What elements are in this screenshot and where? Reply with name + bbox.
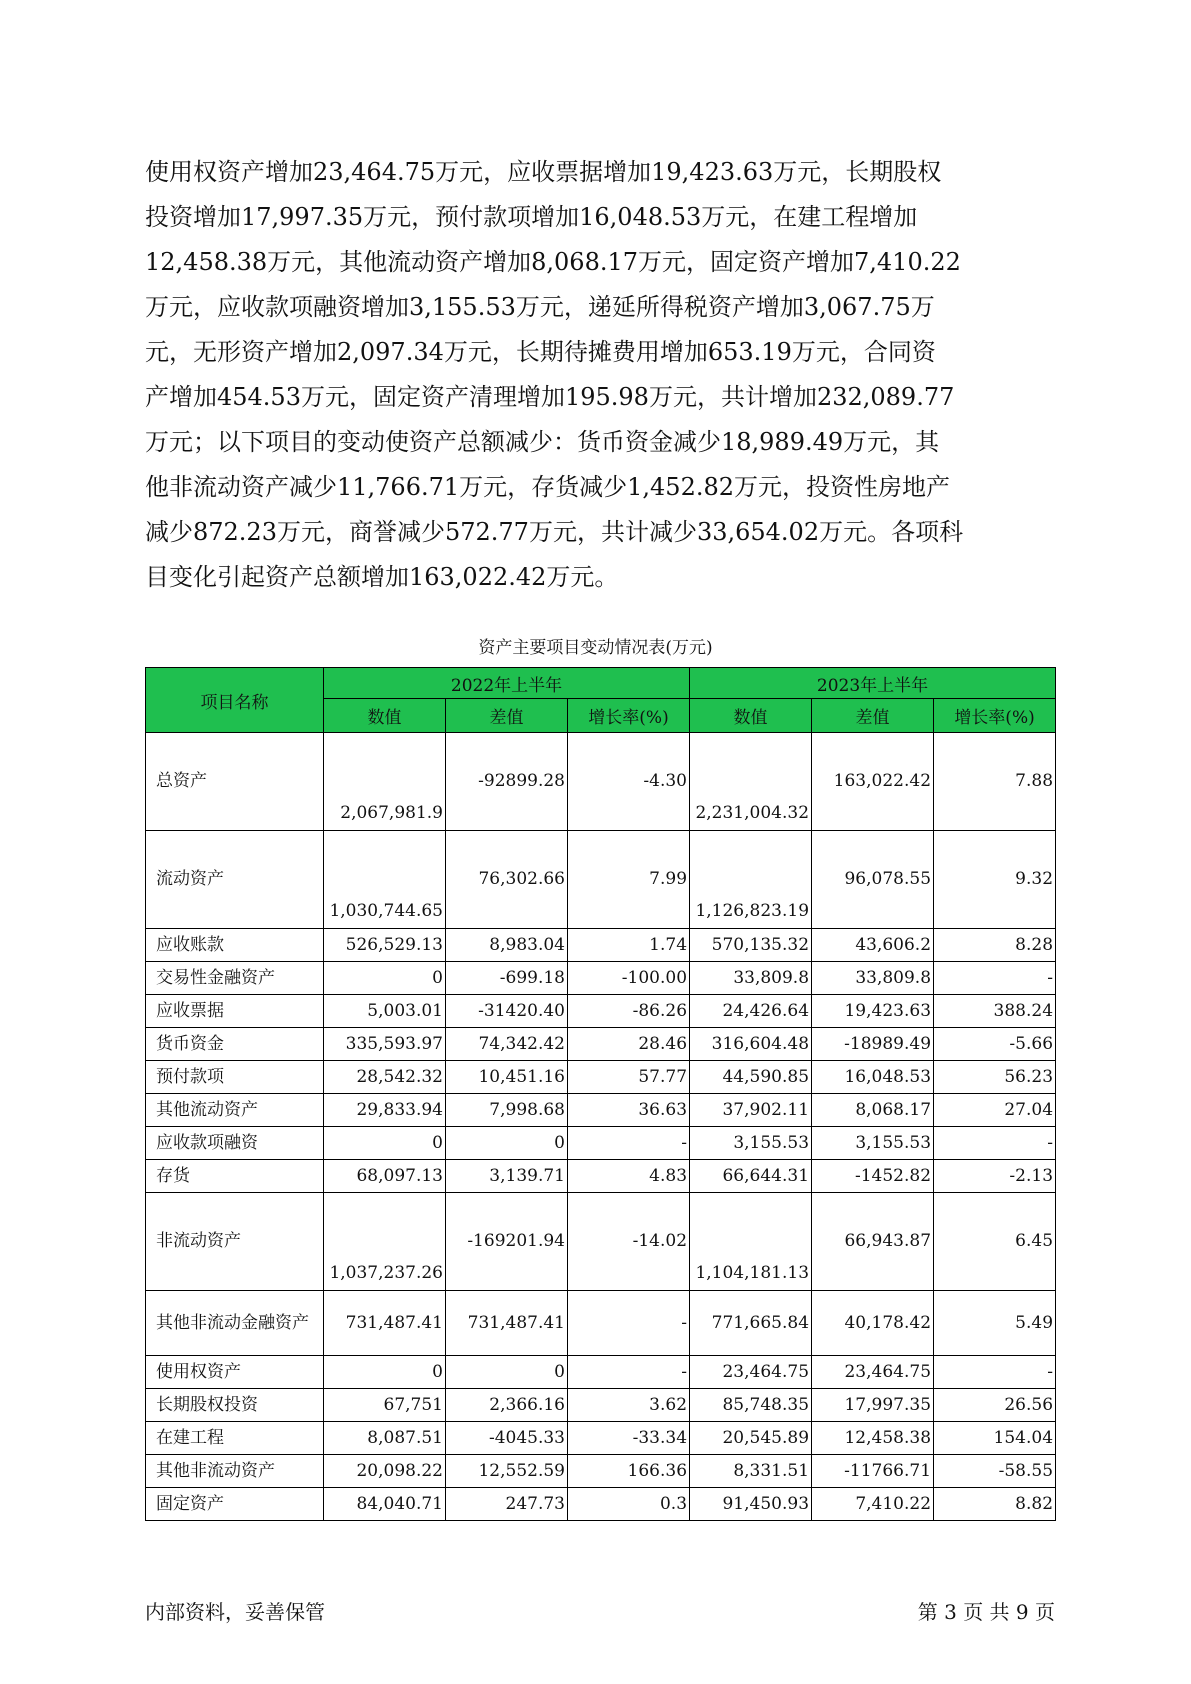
row-item-name: 预付款项 — [146, 1061, 324, 1094]
cell-value-2022: 1,037,237.26 — [324, 1193, 446, 1291]
cell-value-2022: 1,030,744.65 — [324, 831, 446, 929]
cell-value-2022: 335,593.97 — [324, 1028, 446, 1061]
cell-value-2022: 84,040.71 — [324, 1488, 446, 1521]
body-paragraph — [145, 150, 1045, 600]
cell-diff-2023: 3,155.53 — [812, 1127, 934, 1160]
cell-diff-2023: 23,464.75 — [812, 1356, 934, 1389]
cell-growth-2023: 8.28 — [934, 929, 1056, 962]
cell-diff-2022: 731,487.41 — [446, 1291, 568, 1356]
cell-value-2023: 771,665.84 — [690, 1291, 812, 1356]
row-item-name: 其他流动资产 — [146, 1094, 324, 1127]
cell-growth-2022: - — [568, 1127, 690, 1160]
paragraph-line: 投资增加17,997.35万元，预付款项增加16,048.53万元，在建工程增加 — [145, 203, 918, 231]
row-item-name: 存货 — [146, 1160, 324, 1193]
cell-diff-2022: -699.18 — [446, 962, 568, 995]
cell-growth-2022: 7.99 — [568, 831, 690, 929]
row-item-name: 总资产 — [146, 733, 324, 831]
cell-growth-2023: - — [934, 1127, 1056, 1160]
cell-diff-2023: -11766.71 — [812, 1455, 934, 1488]
cell-growth-2023: - — [934, 962, 1056, 995]
cell-value-2022: 526,529.13 — [324, 929, 446, 962]
table-row — [146, 1422, 1056, 1455]
cell-diff-2022: -92899.28 — [446, 733, 568, 831]
cell-diff-2022: 3,139.71 — [446, 1160, 568, 1193]
cell-value-2022: 0 — [324, 962, 446, 995]
cell-growth-2022: 28.46 — [568, 1028, 690, 1061]
paragraph-line: 元，无形资产增加2,097.34万元，长期待摊费用增加653.19万元，合同资 — [145, 338, 936, 366]
cell-diff-2023: -18989.49 — [812, 1028, 934, 1061]
paragraph-line: 万元；以下项目的变动使资产总额减少：货币资金减少18,989.49万元，其 — [145, 428, 940, 456]
cell-value-2023: 2,231,004.32 — [690, 733, 812, 831]
cell-diff-2022: 8,983.04 — [446, 929, 568, 962]
cell-value-2022: 20,098.22 — [324, 1455, 446, 1488]
table-row — [146, 1291, 1056, 1356]
cell-growth-2023: 9.32 — [934, 831, 1056, 929]
cell-diff-2022: 0 — [446, 1356, 568, 1389]
footer-confidential-note: 内部资料，妥善保管 — [145, 1600, 325, 1624]
cell-value-2022: 5,003.01 — [324, 995, 446, 1028]
cell-diff-2022: 76,302.66 — [446, 831, 568, 929]
cell-diff-2023: 12,458.38 — [812, 1422, 934, 1455]
cell-growth-2023: 7.88 — [934, 733, 1056, 831]
row-item-name: 应收账款 — [146, 929, 324, 962]
cell-value-2023: 44,590.85 — [690, 1061, 812, 1094]
table-row — [146, 1160, 1056, 1193]
table-row — [146, 1094, 1056, 1127]
cell-value-2023: 1,104,181.13 — [690, 1193, 812, 1291]
paragraph-line: 他非流动资产减少11,766.71万元，存货减少1,452.82万元，投资性房地产 — [145, 473, 951, 501]
cell-value-2022: 0 — [324, 1356, 446, 1389]
cell-growth-2022: 166.36 — [568, 1455, 690, 1488]
table-caption: 资产主要项目变动情况表(万元) — [478, 638, 713, 658]
row-item-name: 长期股权投资 — [146, 1389, 324, 1422]
cell-growth-2022: 3.62 — [568, 1389, 690, 1422]
paragraph-line: 万元，应收款项融资增加3,155.53万元，递延所得税资产增加3,067.75万 — [145, 293, 935, 321]
cell-diff-2022: 12,552.59 — [446, 1455, 568, 1488]
cell-growth-2022: 57.77 — [568, 1061, 690, 1094]
cell-diff-2022: -169201.94 — [446, 1193, 568, 1291]
table-row — [146, 1193, 1056, 1291]
cell-growth-2023: 6.45 — [934, 1193, 1056, 1291]
cell-growth-2023: -5.66 — [934, 1028, 1056, 1061]
cell-growth-2023: 26.56 — [934, 1389, 1056, 1422]
cell-value-2023: 66,644.31 — [690, 1160, 812, 1193]
table-row — [146, 1488, 1056, 1521]
cell-value-2022: 0 — [324, 1127, 446, 1160]
row-item-name: 使用权资产 — [146, 1356, 324, 1389]
header-value-2022: 数值 — [324, 699, 446, 733]
cell-value-2023: 24,426.64 — [690, 995, 812, 1028]
cell-growth-2023: 388.24 — [934, 995, 1056, 1028]
cell-value-2022: 29,833.94 — [324, 1094, 446, 1127]
cell-diff-2023: 163,022.42 — [812, 733, 934, 831]
row-item-name: 非流动资产 — [146, 1193, 324, 1291]
cell-value-2023: 85,748.35 — [690, 1389, 812, 1422]
cell-value-2023: 37,902.11 — [690, 1094, 812, 1127]
header-period-2022: 2022年上半年 — [324, 668, 690, 699]
paragraph-line: 12,458.38万元，其他流动资产增加8,068.17万元，固定资产增加7,410.22 — [145, 248, 961, 276]
cell-value-2023: 316,604.48 — [690, 1028, 812, 1061]
cell-growth-2023: -58.55 — [934, 1455, 1056, 1488]
table-row — [146, 831, 1056, 929]
cell-diff-2023: 17,997.35 — [812, 1389, 934, 1422]
cell-diff-2023: 43,606.2 — [812, 929, 934, 962]
cell-growth-2023: 5.49 — [934, 1291, 1056, 1356]
cell-growth-2022: - — [568, 1291, 690, 1356]
row-item-name: 货币资金 — [146, 1028, 324, 1061]
cell-diff-2022: 2,366.16 — [446, 1389, 568, 1422]
row-item-name: 其他非流动金融资产 — [146, 1291, 324, 1356]
cell-value-2023: 8,331.51 — [690, 1455, 812, 1488]
cell-diff-2023: -1452.82 — [812, 1160, 934, 1193]
header-growth-2023: 增长率(%) — [934, 699, 1056, 733]
cell-diff-2022: 7,998.68 — [446, 1094, 568, 1127]
table-row — [146, 1389, 1056, 1422]
cell-growth-2023: - — [934, 1356, 1056, 1389]
cell-diff-2023: 7,410.22 — [812, 1488, 934, 1521]
cell-growth-2023: 56.23 — [934, 1061, 1056, 1094]
table-row — [146, 929, 1056, 962]
row-item-name: 在建工程 — [146, 1422, 324, 1455]
cell-diff-2023: 96,078.55 — [812, 831, 934, 929]
cell-value-2023: 20,545.89 — [690, 1422, 812, 1455]
cell-growth-2022: 36.63 — [568, 1094, 690, 1127]
cell-value-2022: 28,542.32 — [324, 1061, 446, 1094]
cell-diff-2022: 74,342.42 — [446, 1028, 568, 1061]
header-diff-2022: 差值 — [446, 699, 568, 733]
cell-diff-2022: 0 — [446, 1127, 568, 1160]
table-row — [146, 1061, 1056, 1094]
cell-growth-2023: 154.04 — [934, 1422, 1056, 1455]
cell-value-2022: 731,487.41 — [324, 1291, 446, 1356]
cell-growth-2022: - — [568, 1356, 690, 1389]
cell-diff-2023: 16,048.53 — [812, 1061, 934, 1094]
cell-growth-2023: -2.13 — [934, 1160, 1056, 1193]
table-row — [146, 733, 1056, 831]
cell-value-2022: 67,751 — [324, 1389, 446, 1422]
cell-growth-2023: 8.82 — [934, 1488, 1056, 1521]
cell-value-2022: 8,087.51 — [324, 1422, 446, 1455]
cell-diff-2022: -4045.33 — [446, 1422, 568, 1455]
row-item-name: 其他非流动资产 — [146, 1455, 324, 1488]
header-item-name: 项目名称 — [146, 668, 324, 733]
asset-change-table — [145, 667, 1056, 1521]
paragraph-line: 目变化引起资产总额增加163,022.42万元。 — [145, 563, 619, 591]
row-item-name: 应收款项融资 — [146, 1127, 324, 1160]
cell-diff-2022: -31420.40 — [446, 995, 568, 1028]
cell-diff-2023: 19,423.63 — [812, 995, 934, 1028]
paragraph-line: 产增加454.53万元，固定资产清理增加195.98万元，共计增加232,089.77 — [145, 383, 955, 411]
cell-diff-2023: 66,943.87 — [812, 1193, 934, 1291]
table-body — [146, 733, 1056, 1521]
cell-growth-2022: -33.34 — [568, 1422, 690, 1455]
cell-value-2023: 91,450.93 — [690, 1488, 812, 1521]
row-item-name: 固定资产 — [146, 1488, 324, 1521]
paragraph-line: 减少872.23万元，商誉减少572.77万元，共计减少33,654.02万元。各项科 — [145, 518, 964, 546]
cell-value-2023: 570,135.32 — [690, 929, 812, 962]
cell-value-2022: 68,097.13 — [324, 1160, 446, 1193]
cell-value-2023: 23,464.75 — [690, 1356, 812, 1389]
cell-growth-2022: -86.26 — [568, 995, 690, 1028]
table-row — [146, 995, 1056, 1028]
cell-diff-2023: 33,809.8 — [812, 962, 934, 995]
cell-growth-2022: 0.3 — [568, 1488, 690, 1521]
table-row — [146, 1028, 1056, 1061]
table-row — [146, 1455, 1056, 1488]
row-item-name: 交易性金融资产 — [146, 962, 324, 995]
cell-diff-2022: 10,451.16 — [446, 1061, 568, 1094]
cell-growth-2022: -14.02 — [568, 1193, 690, 1291]
row-item-name: 应收票据 — [146, 995, 324, 1028]
table-row — [146, 1356, 1056, 1389]
cell-growth-2022: -100.00 — [568, 962, 690, 995]
cell-diff-2022: 247.73 — [446, 1488, 568, 1521]
row-item-name: 流动资产 — [146, 831, 324, 929]
cell-growth-2022: 1.74 — [568, 929, 690, 962]
cell-growth-2023: 27.04 — [934, 1094, 1056, 1127]
cell-value-2023: 33,809.8 — [690, 962, 812, 995]
paragraph-line: 使用权资产增加23,464.75万元，应收票据增加19,423.63万元，长期股权 — [145, 158, 942, 186]
cell-value-2022: 2,067,981.9 — [324, 733, 446, 831]
footer-page-number: 第 3 页 共 9 页 — [917, 1600, 1055, 1624]
table-row — [146, 1127, 1056, 1160]
cell-growth-2022: -4.30 — [568, 733, 690, 831]
cell-diff-2023: 8,068.17 — [812, 1094, 934, 1127]
table-row — [146, 962, 1056, 995]
header-diff-2023: 差值 — [812, 699, 934, 733]
header-period-2023: 2023年上半年 — [690, 668, 1056, 699]
cell-growth-2022: 4.83 — [568, 1160, 690, 1193]
header-growth-2022: 增长率(%) — [568, 699, 690, 733]
header-value-2023: 数值 — [690, 699, 812, 733]
cell-diff-2023: 40,178.42 — [812, 1291, 934, 1356]
cell-value-2023: 3,155.53 — [690, 1127, 812, 1160]
cell-value-2023: 1,126,823.19 — [690, 831, 812, 929]
